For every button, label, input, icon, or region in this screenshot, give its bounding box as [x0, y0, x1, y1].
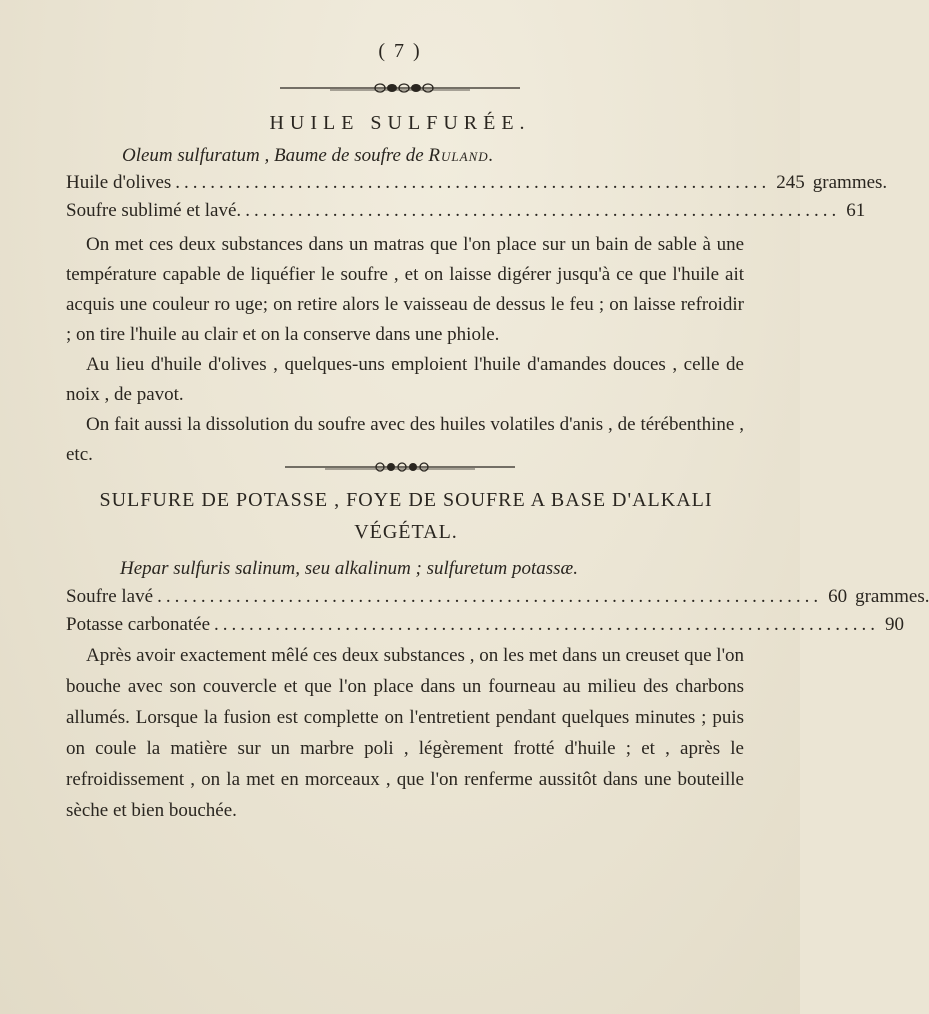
leader-dots: ............................................................................ — [157, 586, 823, 607]
ingredient-name: Potasse carbonatée — [66, 614, 211, 635]
ingredient-unit: grammes. — [812, 172, 888, 193]
ingredient-row — [66, 614, 905, 640]
ingredient-quantity: 245 — [776, 172, 805, 193]
ingredient-quantity: 61 — [846, 200, 866, 221]
ingredient-name: Soufre lavé — [66, 586, 154, 607]
section-title-sulfure-potasse — [66, 484, 746, 548]
ornament-divider-top — [0, 82, 800, 94]
page-number: ( 7 ) — [378, 40, 422, 62]
section-title-huile-sulfuree: HUILE SULFURÉE. — [269, 112, 531, 134]
latin-name-hepar: Hepar sulfuris salinum, seu alkalinum ; sulfuretum potassæ. — [120, 558, 578, 579]
ingredient-name: Huile d'olives — [66, 172, 172, 193]
leader-dots: ............................................................................ — [214, 614, 880, 635]
latin-author: Ruland. — [428, 145, 495, 166]
section2-body — [66, 640, 744, 826]
ingredient-row — [66, 200, 866, 226]
latin-name-oleum — [122, 145, 494, 167]
paragraph: Au lieu d'huile d'olives , quelques-uns emploient l'huile d'amandes douces , celle de noix , de pavot. — [66, 354, 744, 405]
ingredient-quantity: 60 — [828, 586, 848, 607]
ingredient-quantity: 90 — [885, 614, 905, 635]
latin-name-text: Oleum sulfuratum , Baume de soufre de — [122, 145, 429, 166]
section-title-line: VÉGÉTAL. — [354, 521, 458, 543]
ornament-divider-middle — [0, 461, 800, 473]
ingredient-row — [66, 586, 929, 612]
section1-body — [66, 230, 744, 470]
paragraph: On fait aussi la dissolution du soufre avec des huiles volatiles d'anis , de térébenthine , etc. — [66, 414, 744, 465]
ingredient-name: Soufre sublimé et lavé. — [66, 200, 242, 221]
leader-dots: .................................................................... — [245, 200, 841, 221]
ingredient-row — [66, 172, 888, 198]
paragraph: Après avoir exactement mêlé ces deux substances , on les met dans un creuset que l'on bouche avec son couvercle et que l'on place dans un fourneau au milieu des charbons allumés. Lorsque la fusion est complette on l'entretient pendant quelques minutes ; puis on coule la matière sur un marbre poli , légèrement frotté d'huile ; et , après le refroidissement , on la met en morceaux , que l'on renferme aussitôt dans une bouteille sèche et bien bouchée. — [66, 645, 744, 821]
ingredient-unit: grammes. — [855, 586, 929, 607]
leader-dots: .................................................................... — [175, 172, 771, 193]
section-title-line: SULFURE DE POTASSE , FOYE DE SOUFRE A BASE D'ALKALI — [99, 489, 713, 511]
paragraph: On met ces deux substances dans un matras que l'on place sur un bain de sable à une température capable de liquéfier le soufre , et on laisse digérer jusqu'à ce que l'huile ait acquis une couleur ro uge; on retire alors le vaisseau de dessus le feu ; on laisse refroidir ; on tire l'huile au clair et on la conserve dans une phiole. — [66, 234, 744, 345]
